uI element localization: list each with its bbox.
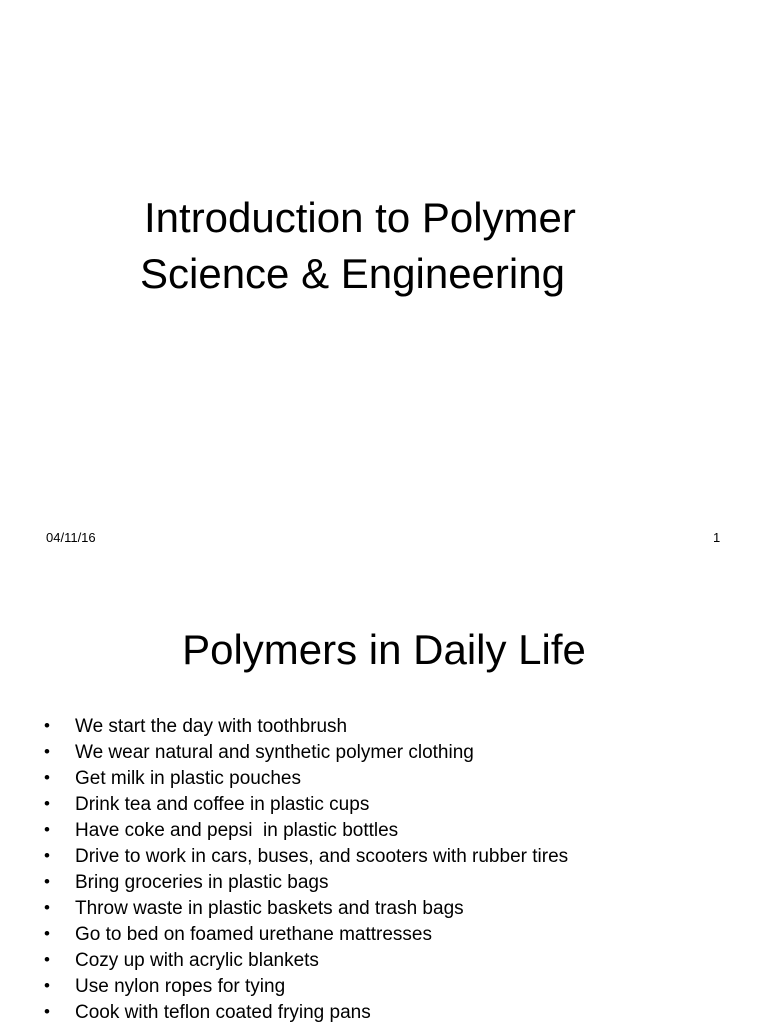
bullet-icon: • [44,820,50,839]
bullet-text: Go to bed on foamed urethane mattresses [75,924,432,945]
content-slide [0,560,768,1024]
bullet-text: Cook with teflon coated frying pans [75,1002,371,1023]
bullet-icon: • [44,924,50,943]
bullet-text: Bring groceries in plastic bags [75,872,329,893]
bullet-icon: • [44,976,50,995]
slide-title-line-2: Science & Engineering [140,250,565,297]
bullet-text: Get milk in plastic pouches [75,768,301,789]
bullet-icon: • [44,742,50,761]
bullet-text: Have coke and pepsi in plastic bottles [75,820,399,841]
bullet-icon: • [44,768,50,787]
slide-title [140,190,576,302]
bullet-icon: • [44,898,50,917]
bullet-text: Use nylon ropes for tying [75,976,286,997]
bullet-icon: • [44,950,50,969]
bullet-icon: • [44,846,50,865]
slide-date: 04/11/16 [46,530,96,545]
bullet-text: We start the day with toothbrush [75,716,348,737]
bullet-text: We wear natural and synthetic polymer clothing [75,742,474,763]
bullet-icon: • [44,872,50,891]
bullet-text: Drive to work in cars, buses, and scooters with rubber tires [75,846,569,867]
slide-page-number: 1 [713,530,721,545]
bullet-text: Cozy up with acrylic blankets [75,950,319,971]
slide-title-line-1: Introduction to Polymer [144,194,576,241]
slide-heading [0,622,768,678]
slide-heading-text: Polymers in Daily Life [182,626,586,673]
bullet-icon: • [44,794,50,813]
bullet-text: Drink tea and coffee in plastic cups [75,794,370,815]
bullet-icon: • [44,1002,50,1021]
bullet-text: Throw waste in plastic baskets and trash bags [75,898,464,919]
bullet-icon: • [44,716,50,735]
